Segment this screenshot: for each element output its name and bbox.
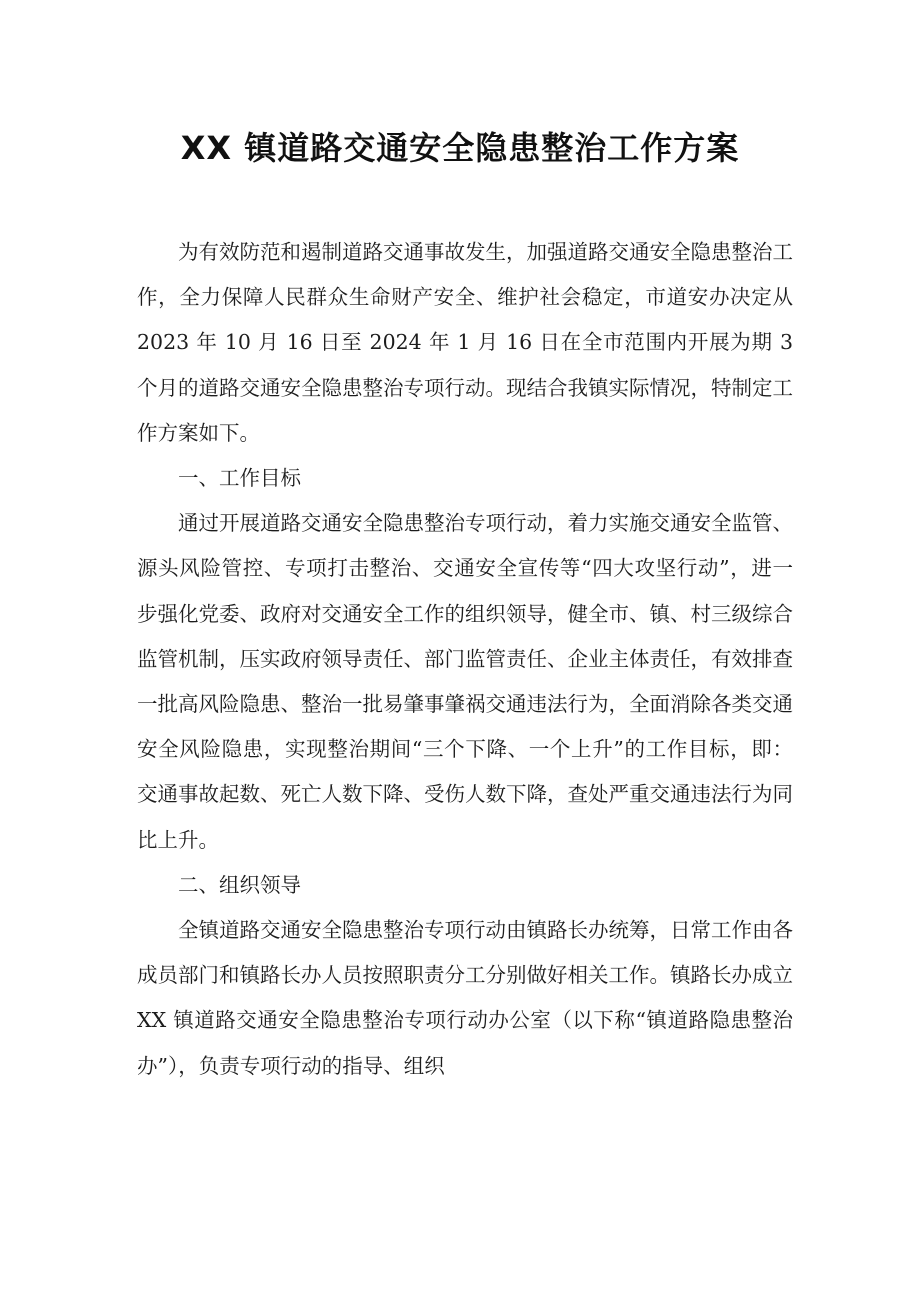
- document-body: [137, 230, 793, 1089]
- section-heading-goals: 一、工作目标: [178, 466, 301, 491]
- document-title: XX 镇道路交通安全隐患整治工作方案: [180, 129, 740, 167]
- intro-paragraph: 为有效防范和遏制道路交通事故发生，加强道路交通安全隐患整治工作，全力保障人民群众生命财产安全、维护社会稳定，市道安办决定从 2023 年 10 月 16 日至 2024 年 1 月 16 日在全市范围内开展为期 3 个月的道路交通安全隐患整治专项行动。现结合我镇实际情况，特制定工作方案如下。: [137, 240, 793, 445]
- section-body-organization: 全镇道路交通安全隐患整治专项行动由镇路长办统筹，日常工作由各成员部门和镇路长办人员按照职责分工分别做好相关工作。镇路长办成立 XX 镇道路交通安全隐患整治专项行动办公室（以下称“镇道路隐患整治办”），负责专项行动的指导、组织: [137, 918, 793, 1078]
- section-body-goals: 通过开展道路交通安全隐患整治专项行动，着力实施交通安全监管、源头风险管控、专项打击整治、交通安全宣传等“四大攻坚行动”，进一步强化党委、政府对交通安全工作的组织领导，健全市、镇、村三级综合监管机制，压实政府领导责任、部门监管责任、企业主体责任，有效排查一批高风险隐患、整治一批易肇事肇祸交通违法行为，全面消除各类交通安全风险隐患，实现整治期间“三个下降、一个上升”的工作目标，即：交通事故起数、死亡人数下降、受伤人数下降，查处严重交通违法行为同比上升。: [137, 511, 793, 852]
- section-heading-organization: 二、组织领导: [178, 872, 301, 897]
